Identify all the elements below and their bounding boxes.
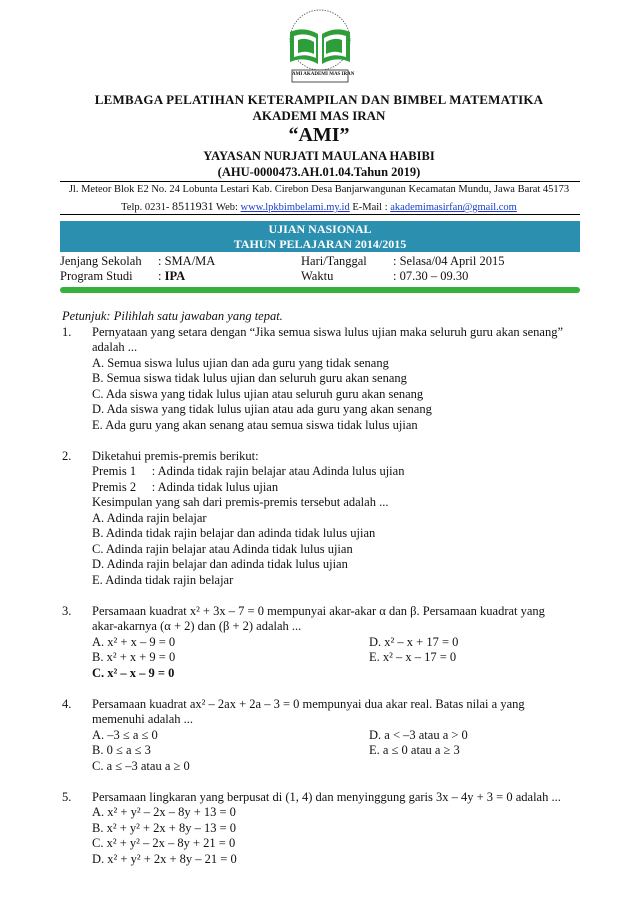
- q5-option-c: C. x² + y² – 2x – 8y + 21 = 0: [92, 836, 236, 850]
- q3-option-a: A. x² + x – 9 = 0: [92, 635, 176, 649]
- q3-option-c: C. x² – x – 9 = 0: [92, 666, 175, 680]
- q1-option-e: E. Ada guru yang akan senang atau semua siswa tidak lulus ujian: [92, 418, 418, 432]
- q5-option-b: B. x² + y² + 2x + 8y – 13 = 0: [92, 821, 237, 835]
- q2-premis-2: Premis 2 : Adinda tidak lulus ujian: [92, 480, 279, 494]
- registration-number: (AHU-0000473.AH.01.04.Tahun 2019): [217, 165, 421, 179]
- q4-option-c: C. a ≤ –3 atau a ≥ 0: [92, 759, 190, 773]
- q4-text: Persamaan kuadrat ax² – 2ax + 2a – 3 = 0 mempunyai dua akar real. Batas nilai a yang: [92, 697, 525, 711]
- program-value-line: [158, 269, 185, 284]
- telp-label: Telp. 0231-: [121, 202, 170, 213]
- q2-option-e: E. Adinda tidak rajin belajar: [92, 573, 234, 587]
- address: Jl. Meteor Blok E2 No. 24 Lobunta Lestari Kab. Cirebon Desa Banjarwangunan Kecamatan Mundu, Jawa Barat 45173: [68, 184, 570, 195]
- program-value: IPA: [164, 269, 186, 283]
- q5-number: 5.: [62, 790, 72, 804]
- header-divider: [60, 181, 580, 182]
- academy-acronym: “AMI”: [288, 124, 350, 146]
- q5-text: Persamaan lingkaran yang berpusat di (1, 4) dan menyinggung garis 3x – 4y + 3 = 0 adalah ...: [92, 790, 561, 804]
- q4-option-d: D. a < –3 atau a > 0: [369, 728, 468, 742]
- q1-option-a: A. Semua siswa lulus ujian dan ada guru yang tidak senang: [92, 356, 389, 370]
- q3-option-b: B. x² + x + 9 = 0: [92, 650, 176, 664]
- q1-text-cont: adalah ...: [92, 340, 138, 354]
- green-divider: [60, 287, 580, 293]
- q1-number: 1.: [62, 325, 72, 339]
- exam-year: TAHUN PELAJARAN 2014/2015: [60, 237, 580, 252]
- waktu-label: Waktu: [301, 269, 334, 283]
- q4-text-cont: memenuhi adalah ...: [92, 712, 194, 726]
- email-label: E-Mail :: [352, 202, 388, 213]
- program-label: Program Studi: [60, 269, 133, 283]
- q2-option-c: C. Adinda rajin belajar atau Adinda tidak lulus ujian: [92, 542, 353, 556]
- akademi-logo: [274, 6, 366, 88]
- q4-option-e: E. a ≤ 0 atau a ≥ 3: [369, 743, 460, 757]
- q1-option-d: D. Ada siswa yang tidak lulus ujian atau ada guru yang akan senang: [92, 402, 432, 416]
- q3-text: Persamaan kuadrat x² + 3x – 7 = 0 mempunyai akar-akar α dan β. Persamaan kuadrat yang: [92, 604, 545, 618]
- academy-name: AKADEMI MAS IRAN: [252, 108, 386, 123]
- exam-title: UJIAN NASIONAL: [60, 221, 580, 237]
- hari-value: : Selasa/04 April 2015: [393, 254, 505, 268]
- program-colon: :: [158, 269, 165, 283]
- q3-text-cont: akar-akarnya (α + 2) dan (β + 2) adalah ...: [92, 619, 302, 633]
- website-link[interactable]: www.lpkbimbelami.my.id: [240, 202, 350, 213]
- q2-option-b: B. Adinda tidak rajin belajar dan adinda tidak lulus ujian: [92, 526, 376, 540]
- instructions: Petunjuk: Pilihlah satu jawaban yang tepat.: [62, 309, 283, 323]
- telp-number: 8511931: [172, 199, 214, 213]
- q4-number: 4.: [62, 697, 72, 711]
- q1-option-b: B. Semua siswa tidak lulus ujian dan seluruh guru akan senang: [92, 371, 407, 385]
- q3-option-d: D. x² – x + 17 = 0: [369, 635, 459, 649]
- q3-option-e: E. x² – x – 17 = 0: [369, 650, 457, 664]
- q2-option-d: D. Adinda rajin belajar dan adinda tidak lulus ujian: [92, 557, 348, 571]
- q2-premis-1: Premis 1 : Adinda tidak rajin belajar atau Adinda lulus ujian: [92, 464, 405, 478]
- q1-option-c: C. Ada siswa yang tidak lulus ujian atau seluruh guru akan senang: [92, 387, 424, 401]
- hari-label: Hari/Tanggal: [301, 254, 367, 268]
- waktu-value: : 07.30 – 09.30: [393, 269, 469, 283]
- q4-option-b: B. 0 ≤ a ≤ 3: [92, 743, 151, 757]
- q2-option-a: A. Adinda rajin belajar: [92, 511, 207, 525]
- q1-text: Pernyataan yang setara dengan “Jika semua siswa lulus ujian maka seluruh guru akan senang”: [92, 325, 564, 339]
- header-divider-bottom: [60, 214, 580, 215]
- jenjang-value: : SMA/MA: [158, 254, 216, 268]
- q3-number: 3.: [62, 604, 72, 618]
- jenjang-label: Jenjang Sekolah: [60, 254, 142, 268]
- institution-name: LEMBAGA PELATIHAN KETERAMPILAN DAN BIMBEL MATEMATIKA: [94, 92, 544, 107]
- contact-line: [0, 199, 638, 214]
- q2-number: 2.: [62, 449, 72, 463]
- q2-text: Diketahui premis-premis berikut:: [92, 449, 259, 463]
- email-link[interactable]: akademimasirfan@gmail.com: [390, 202, 517, 213]
- logo-banner-text: AMI AKADEMI MAS IRAN: [292, 72, 355, 77]
- q5-option-d: D. x² + y² + 2x + 8y – 21 = 0: [92, 852, 237, 866]
- q4-option-a: A. –3 ≤ a ≤ 0: [92, 728, 158, 742]
- web-label: Web:: [216, 202, 238, 213]
- q5-option-a: A. x² + y² – 2x – 8y + 13 = 0: [92, 805, 236, 819]
- q2-text-cont: Kesimpulan yang sah dari premis-premis tersebut adalah ...: [92, 495, 389, 509]
- foundation-name: YAYASAN NURJATI MAULANA HABIBI: [203, 149, 435, 163]
